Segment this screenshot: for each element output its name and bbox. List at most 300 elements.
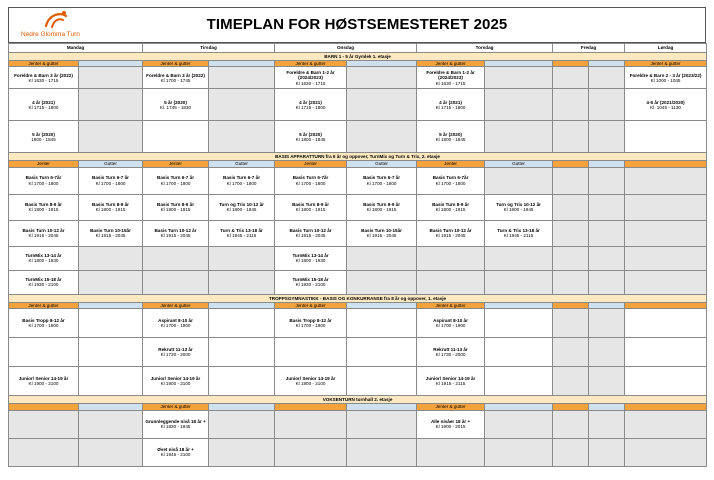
empty-cell (553, 367, 589, 396)
section-header-tropp (9, 294, 707, 302)
schedule-row (9, 194, 707, 220)
empty-cell (143, 270, 209, 294)
session-cell (9, 89, 79, 121)
session-title: Foreldre & Barn 2 - 3 år (2023/22) (629, 72, 702, 78)
section-header-basis (9, 153, 707, 161)
empty-cell (209, 270, 275, 294)
empty-cell (625, 246, 707, 270)
session-cell (143, 338, 209, 367)
session-title: Basis Turn 10-12 år (154, 227, 197, 233)
empty-cell (485, 309, 553, 338)
tag-jenter-gutter: Jenter & gutter (143, 302, 209, 308)
session-title: 5 år (2020) (32, 131, 55, 137)
session-cell (625, 67, 707, 89)
session-cell (9, 220, 79, 246)
empty-cell (485, 367, 553, 396)
session-title: 4-5 år (2021/2020) (646, 99, 685, 105)
session-time: Kl 1000 - 1045 (650, 77, 681, 83)
session-time: Kl 1800 - 1915 (295, 207, 326, 213)
empty-cell (589, 167, 625, 194)
day-header-thursday: Torsdag (417, 44, 553, 53)
session-time: Kl 1800 - 1845 (435, 136, 466, 142)
empty-cell (589, 309, 625, 338)
schedule-row (9, 167, 707, 194)
session-title: Foreldre & Barn 1-2 år (2024/2023) (286, 69, 335, 81)
empty-cell (485, 338, 553, 367)
session-cell (417, 67, 485, 89)
session-cell (9, 367, 79, 396)
session-title: 4 år (2021) (32, 99, 55, 105)
session-title: Basis Turn 10-12 år (22, 227, 65, 233)
empty-cell (553, 246, 589, 270)
session-time: Kl 1900 - 2100 (160, 381, 191, 387)
session-title: 4 år (2021) (439, 99, 462, 105)
session-time: Kl 1800 - 1930 (295, 258, 326, 264)
empty-cell (589, 220, 625, 246)
empty-cell (143, 246, 209, 270)
empty-cell (417, 246, 485, 270)
tag-jenter-gutter: Jenter & gutter (9, 302, 79, 308)
session-cell (347, 194, 417, 220)
empty-cell (589, 410, 625, 438)
empty-cell (589, 67, 625, 89)
session-time: Kl. 1745 - 1830 (159, 104, 192, 110)
session-title: Rekrutt 11-13 år (158, 346, 193, 352)
tag-jenter-gutter: Jenter & gutter (275, 61, 347, 67)
session-title: Basis Turn 8-9 år (363, 201, 400, 207)
header (8, 7, 706, 43)
session-cell (275, 121, 347, 153)
session-time: Kl 1930 - 2100 (28, 282, 59, 288)
session-cell (143, 438, 209, 466)
empty-cell (589, 194, 625, 220)
session-cell (9, 246, 79, 270)
tag-gutter: Gutter (79, 161, 143, 167)
empty-cell (209, 309, 275, 338)
empty-cell (553, 438, 589, 466)
session-time: Kl 1700 - 1900 (28, 323, 59, 329)
session-time: Kl 1800 - 1915 (160, 207, 191, 213)
session-title: Basis Turn 8-9 år (292, 201, 329, 207)
empty-cell (347, 89, 417, 121)
logo-text: Nedre Glomma Turn (21, 31, 80, 38)
session-title: Basis Turn 8-9 år (432, 201, 470, 207)
session-title: Grunnleggende nivå 18 år + (145, 418, 206, 424)
empty-cell (9, 438, 79, 466)
session-time: Kl 1715 - 1800 (435, 104, 466, 110)
session-title: Junior/ Senior 14-19 år (285, 375, 336, 381)
session-title: TurnMix 13-14 år (25, 252, 62, 258)
session-time: Kl 1700 - 1800 (366, 180, 397, 186)
empty-cell (347, 67, 417, 89)
session-cell (79, 194, 143, 220)
empty-cell (347, 270, 417, 294)
session-time: Kl 1700 - 1900 (160, 323, 191, 329)
tag-gutter: Gutter (347, 161, 417, 167)
schedule-row (9, 367, 707, 396)
session-title: Basis Tropp 8-12 år (22, 317, 65, 323)
empty-cell (347, 367, 417, 396)
session-title: TurnMix 15-18 år (25, 276, 62, 282)
empty-cell (553, 338, 589, 367)
session-time: Kl 1945 - 2115 (503, 233, 534, 239)
session-cell (417, 410, 485, 438)
session-cell (9, 167, 79, 194)
session-title: Turn & Trix 13-18 år (497, 227, 540, 233)
session-time: Kl 1800 - 1915 (366, 207, 397, 213)
session-time: Kl 1800 - 1945 (226, 207, 257, 213)
tag-jenter-gutter: Jenter & gutter (417, 404, 485, 410)
session-cell (485, 194, 553, 220)
session-cell (143, 194, 209, 220)
empty-cell (79, 309, 143, 338)
tag-jenter: Jenter (275, 161, 347, 167)
empty-cell (553, 309, 589, 338)
empty-cell (79, 246, 143, 270)
empty-cell (485, 167, 553, 194)
schedule-row (9, 89, 707, 121)
session-title: 5 år (2020) (164, 99, 187, 105)
tag-jenter: Jenter (417, 161, 485, 167)
session-title: Foreldre & Barn 3 år (2022) (146, 72, 205, 78)
session-time: Kl 1930 - 2100 (295, 282, 326, 288)
session-cell (209, 220, 275, 246)
empty-cell (79, 67, 143, 89)
schedule-row (9, 410, 707, 438)
session-time: Kl 1700 - 1800 (160, 180, 191, 186)
empty-cell (275, 338, 347, 367)
session-cell (275, 270, 347, 294)
empty-cell (9, 410, 79, 438)
empty-cell (79, 338, 143, 367)
empty-cell (589, 438, 625, 466)
session-cell (347, 220, 417, 246)
tag-jenter-gutter: Jenter & gutter (143, 61, 209, 67)
session-time: Kl 1700 - 1900 (435, 323, 466, 329)
session-time: Kl 1800 - 1915 (435, 207, 466, 213)
schedule-row (9, 338, 707, 367)
session-cell (79, 167, 143, 194)
tag-jenter: Jenter (143, 161, 209, 167)
empty-cell (347, 410, 417, 438)
session-title: Aspirant 8-10 år (433, 317, 468, 323)
tag-jenter-gutter: Jenter & gutter (275, 302, 347, 308)
empty-cell (79, 121, 143, 153)
session-title: Basis Turn 6-7 år (223, 175, 260, 181)
session-cell (275, 309, 347, 338)
session-cell (9, 121, 79, 153)
session-cell (417, 194, 485, 220)
empty-cell (485, 121, 553, 153)
empty-cell (143, 121, 209, 153)
empty-cell (275, 410, 347, 438)
session-title: Basis Turn 6-7år (25, 175, 62, 181)
session-time: Kl 1915 - 2045 (160, 233, 191, 239)
section-title: TROPPSGYMNASTIKK - BASIS OG KONKURRANSE fra 8 år og oppover, 1. etasje (9, 294, 707, 302)
empty-cell (589, 367, 625, 396)
day-header-wednesday: Onsdag (275, 44, 417, 53)
session-title: TurnMix 13-14 år (292, 252, 329, 258)
empty-cell (485, 270, 553, 294)
tag-jenter-gutter: Jenter & gutter (625, 61, 707, 67)
session-cell (275, 67, 347, 89)
empty-cell (79, 438, 143, 466)
session-cell (209, 167, 275, 194)
session-title: Foreldre & Barn 3 år (2022) (14, 72, 73, 78)
empty-cell (625, 309, 707, 338)
tag-gutter: Gutter (485, 161, 553, 167)
empty-cell (275, 438, 347, 466)
session-time: Kl 1800 - 1845 (295, 136, 326, 142)
empty-cell (553, 89, 589, 121)
session-time: Kl 1915 - 2045 (95, 233, 126, 239)
tag-jenter-gutter: Jenter & gutter (9, 61, 79, 67)
empty-cell (589, 121, 625, 153)
session-title: Rekrutt 11-13 år (433, 346, 468, 352)
session-title: Øvet nivå 18 år + (157, 446, 194, 452)
empty-cell (589, 89, 625, 121)
session-title: Aspirant 8-10 år (158, 317, 193, 323)
empty-cell (209, 89, 275, 121)
empty-cell (625, 220, 707, 246)
day-header-saturday: Lørdag (625, 44, 707, 53)
section-title: VOKSENTURN turnhall 2. etasje (9, 396, 707, 404)
session-cell (417, 121, 485, 153)
session-cell (143, 220, 209, 246)
session-time: Kl 1715 - 1800 (28, 104, 59, 110)
empty-cell (347, 438, 417, 466)
session-cell (143, 309, 209, 338)
tag-jenter-gutter: Jenter & gutter (417, 61, 485, 67)
session-time: Kl 1715 - 1800 (295, 104, 326, 110)
schedule-row (9, 220, 707, 246)
empty-cell (625, 338, 707, 367)
session-title: Junior/ Senior 14-19 år (425, 375, 476, 381)
empty-cell (553, 270, 589, 294)
empty-cell (485, 67, 553, 89)
session-title: 4 år (2021) (299, 99, 322, 105)
session-cell (417, 89, 485, 121)
schedule-row (9, 121, 707, 153)
session-cell (625, 89, 707, 121)
empty-cell (553, 67, 589, 89)
session-time: Kl 1915 - 2045 (366, 233, 397, 239)
empty-cell (625, 121, 707, 153)
session-title: Basis Turn 8-9 år (157, 201, 194, 207)
session-title: Basis Turn 8-9 år (92, 201, 129, 207)
empty-cell (625, 438, 707, 466)
empty-cell (625, 167, 707, 194)
session-title: Basis Turn 6-7 år (157, 175, 194, 181)
session-time: Kl 1700 - 1900 (295, 323, 326, 329)
empty-cell (553, 121, 589, 153)
session-time: Kl 1700 - 1800 (28, 180, 59, 186)
empty-cell (209, 246, 275, 270)
session-cell (417, 338, 485, 367)
schedule-row (9, 246, 707, 270)
session-title: Basis Turn 8-9 år (25, 201, 62, 207)
empty-cell (485, 438, 553, 466)
tag-jenter: Jenter (9, 161, 79, 167)
session-title: Turn og Trix 10-12 år (496, 201, 541, 207)
empty-cell (347, 338, 417, 367)
session-time: Kl 1900 - 2015 (435, 424, 466, 430)
session-time: Kl 1900 - 2100 (28, 381, 59, 387)
session-time: Kl 1915 - 2115 (435, 381, 466, 387)
empty-cell (417, 270, 485, 294)
empty-cell (347, 309, 417, 338)
empty-cell (625, 194, 707, 220)
session-time: Kl. 1045 - 1130 (650, 104, 681, 110)
empty-cell (347, 121, 417, 153)
empty-cell (79, 270, 143, 294)
day-header-friday: Fredag (553, 44, 625, 53)
session-title: TurnMix 15-18 år (292, 276, 329, 282)
session-title: Basis Turn 6-7 år (363, 175, 400, 181)
session-cell (143, 167, 209, 194)
empty-cell (589, 246, 625, 270)
tag-jenter-gutter: Jenter & gutter (417, 302, 485, 308)
session-cell (143, 367, 209, 396)
session-time: Kl 1945 - 2100 (160, 452, 191, 458)
session-time: Kl 1700 - 1800 (295, 180, 326, 186)
session-cell (417, 220, 485, 246)
empty-cell (209, 438, 275, 466)
empty-cell (553, 194, 589, 220)
session-cell (143, 67, 209, 89)
session-cell (275, 89, 347, 121)
schedule-row (9, 438, 707, 466)
empty-cell (209, 410, 275, 438)
section-header-barn (9, 53, 707, 61)
session-cell (143, 410, 209, 438)
schedule-row (9, 67, 707, 89)
session-time: Kl 1700 - 1800 (435, 180, 466, 186)
day-header-row (9, 44, 707, 53)
session-time: Kl 1915 - 2045 (435, 233, 466, 239)
session-title: Foreldre & Barn 1-2 år (2024/2023) (426, 69, 475, 81)
session-title: Alle nivåer 18 år + (430, 418, 471, 424)
day-header-tuesday: Tirsdag (143, 44, 275, 53)
empty-cell (589, 338, 625, 367)
schedule-row (9, 270, 707, 294)
session-time: Kl 1630 - 1715 (295, 80, 326, 86)
session-title: Basis Turn 6-7 år (92, 175, 129, 181)
session-time: Kl 1915 - 2045 (28, 233, 59, 239)
session-time: Kl 1730 - 2000 (160, 352, 191, 358)
empty-cell (589, 270, 625, 294)
empty-cell (553, 220, 589, 246)
empty-cell (625, 367, 707, 396)
session-time: Kl 1800 - 1915 (95, 207, 126, 213)
session-cell (417, 167, 485, 194)
empty-cell (553, 410, 589, 438)
session-title: Basis Turn 10-12 år (289, 227, 332, 233)
empty-cell (9, 338, 79, 367)
session-cell (347, 167, 417, 194)
session-title: Basis Turn 10-12 år (429, 227, 472, 233)
empty-cell (485, 89, 553, 121)
session-time: Kl 1700 - 1800 (226, 180, 257, 186)
empty-cell (79, 89, 143, 121)
session-title: Basis Turn 10-15år (90, 227, 131, 233)
session-time: Kl 1630 - 1715 (435, 80, 466, 86)
tag-gutter: Gutter (209, 161, 275, 167)
session-cell (417, 367, 485, 396)
session-title: Turn & Trix 13-18 år (220, 227, 263, 233)
session-time: Kl 1800 - 1930 (28, 258, 59, 264)
session-title: Basis Turn 6-7år (432, 175, 469, 181)
session-time: Kl 1730 - 2000 (435, 352, 466, 358)
session-title: 5 år (2020) (439, 131, 462, 137)
tag-jenter-gutter: Jenter & gutter (143, 404, 209, 410)
empty-cell (625, 410, 707, 438)
session-cell (485, 220, 553, 246)
session-time: Kl 1630 - 1715 (28, 77, 59, 83)
session-title: Basis Turn 6-7år (292, 175, 329, 181)
empty-cell (79, 367, 143, 396)
empty-cell (485, 246, 553, 270)
session-time: Kl 1800 - 1915 (28, 207, 59, 213)
session-time: Kl 1945 - 2115 (226, 233, 257, 239)
session-cell (9, 194, 79, 220)
session-cell (275, 194, 347, 220)
session-cell (275, 220, 347, 246)
empty-cell (347, 246, 417, 270)
page-title: TIMEPLAN FOR HØSTSEMESTERET 2025 (206, 16, 508, 33)
session-time: Kl 1915 - 2045 (295, 233, 326, 239)
section-title: BASIS APPARATTURN fra 6 år og oppover, TurnMix og Turn & Trix, 2. etasje (9, 153, 707, 161)
empty-cell (417, 438, 485, 466)
session-cell (143, 89, 209, 121)
session-cell (209, 194, 275, 220)
section-title: BARN 1 - 5 år Gymlek 1. etasje (9, 53, 707, 61)
session-time: Kl 1900 - 2100 (295, 381, 326, 387)
empty-cell (625, 270, 707, 294)
empty-cell (209, 367, 275, 396)
empty-cell (485, 410, 553, 438)
session-title: Junior/ Senior 14-19 år (18, 375, 69, 381)
session-cell (9, 270, 79, 294)
session-title: Basis Turn 10-15år (361, 227, 402, 233)
session-cell (417, 309, 485, 338)
empty-cell (553, 167, 589, 194)
session-cell (275, 167, 347, 194)
section-header-voksen (9, 396, 707, 404)
session-time: Kl 1700 - 1745 (160, 77, 191, 83)
session-title: Basis Tropp 8-12 år (289, 317, 332, 323)
empty-cell (209, 338, 275, 367)
schedule-row (9, 309, 707, 338)
session-cell (9, 309, 79, 338)
session-cell (275, 367, 347, 396)
session-title: Turn og Trix 10-12 år (219, 201, 264, 207)
day-header-monday: Mandag (9, 44, 143, 53)
session-time: Kl 1800 - 1945 (503, 207, 534, 213)
session-time: Kl 1700 - 1800 (95, 180, 126, 186)
empty-cell (79, 410, 143, 438)
session-title: 5 år (2020) (299, 131, 322, 137)
session-title: Junior/ Senior 14-19 år (150, 375, 201, 381)
session-time: Kl 1830 - 1945 (160, 424, 191, 430)
session-cell (9, 67, 79, 89)
session-cell (79, 220, 143, 246)
session-cell (275, 246, 347, 270)
schedule-table (8, 43, 707, 467)
empty-cell (209, 67, 275, 89)
session-time: 1800 - 1845 (31, 136, 56, 142)
empty-cell (209, 121, 275, 153)
